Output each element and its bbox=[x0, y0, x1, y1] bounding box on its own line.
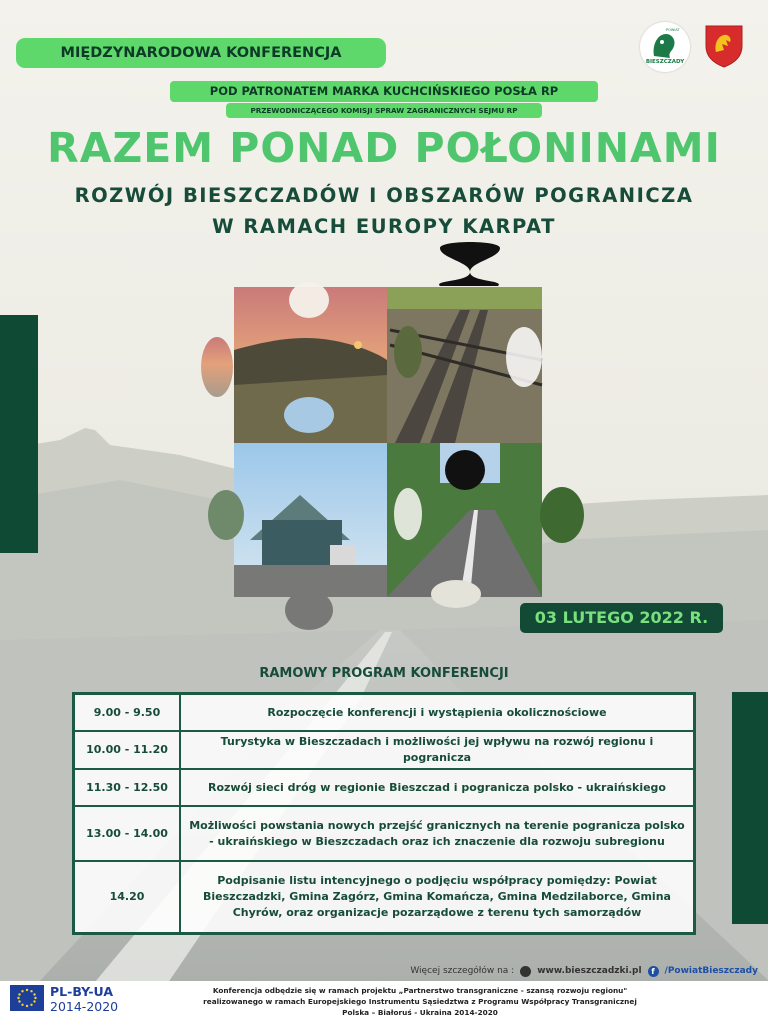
subtitle-line2: W RAMACH EUROPY KARPAT bbox=[212, 215, 556, 238]
eu-flag-icon bbox=[10, 985, 44, 1011]
program-desc: Rozpoczęcie konferencji i wystąpienia okolicznościowe bbox=[180, 694, 694, 731]
facebook-icon: f bbox=[648, 966, 659, 977]
patronage-line1: POD PATRONATEM MARKA KUCHCIŃSKIEGO POSŁA RP bbox=[209, 84, 559, 98]
facebook-link[interactable]: /PowiatBieszczady bbox=[664, 966, 758, 976]
program-desc: Podpisanie listu intencyjnego o podjęciu współpracy pomiędzy: Powiat Bieszczadzki, Gmina Zagórz, Gmina Komańcza, Gmina Medzilaborce, Gmina Chyrów, oraz organizacje pozarządowe z terenu tych samorządów bbox=[180, 861, 694, 933]
footer-text bbox=[120, 985, 720, 1018]
bieszczady-logo-top: POWIAT bbox=[666, 28, 680, 32]
program-desc: Rozwój sieci dróg w regionie Bieszczad i pogranicza polsko - ukraińskiego bbox=[180, 769, 694, 806]
program-time: 9.00 - 9.50 bbox=[74, 694, 180, 731]
main-title: RAZEM PONAD POŁONINAMI bbox=[47, 124, 721, 172]
program-time: 11.30 - 12.50 bbox=[74, 769, 180, 806]
program-desc: Możliwości powstania nowych przejść granicznych na terenie pogranicza polsko - ukraińskiego w Bieszczadach oraz ich znaczenie dla rozwoju subregionu bbox=[180, 806, 694, 861]
subtitle-line1: ROZWÓJ BIESZCZADÓW I OBSZARÓW POGRANICZA bbox=[74, 184, 694, 207]
table-row bbox=[74, 769, 694, 806]
program-time: 13.00 - 14.00 bbox=[74, 806, 180, 861]
table-row bbox=[74, 731, 694, 769]
web-icon bbox=[520, 966, 531, 977]
footer-text-line3: Polska – Białoruś - Ukraina 2014-2020 bbox=[342, 1008, 498, 1017]
table-row bbox=[74, 806, 694, 861]
table-row bbox=[74, 861, 694, 933]
border-crossing-photo bbox=[234, 443, 387, 597]
bieszczady-logo-label: BIESZCZADY bbox=[645, 59, 685, 65]
table-row bbox=[74, 694, 694, 731]
website-link[interactable]: www.bieszczadzki.pl bbox=[537, 966, 642, 976]
program-title: RAMOWY PROGRAM KONFERENCJI bbox=[259, 666, 509, 681]
footer-links bbox=[410, 962, 758, 980]
footer-text-line1: Konferencja odbędzie się w ramach projektu „Partnerstwo transgraniczne - szansą rozwoju regionu" bbox=[212, 986, 628, 995]
program-years: 2014-2020 bbox=[50, 999, 119, 1014]
footer-text-line2: realizowanego w ramach Europejskiego Instrumentu Sąsiedztwa z Programu Współpracy Transgranicznej bbox=[203, 997, 637, 1006]
program-time: 14.20 bbox=[74, 861, 180, 933]
program-name: PL-BY-UA bbox=[50, 984, 114, 999]
conference-date: 03 LUTEGO 2022 R. bbox=[520, 603, 723, 633]
program-table bbox=[72, 692, 696, 935]
more-info-label: Więcej szczegółów na : bbox=[410, 966, 515, 976]
conference-label: MIĘDZYNARODOWA KONFERENCJA bbox=[60, 45, 342, 61]
program-desc: Turystyka w Bieszczadach i możliwości jej wpływu na rozwój regionu i pogranicza bbox=[180, 731, 694, 769]
patronage-line2: PRZEWODNICZĄCEGO KOMISJI SPRAW ZAGRANICZNYCH SEJMU RP bbox=[250, 106, 518, 115]
program-time: 10.00 - 11.20 bbox=[74, 731, 180, 769]
